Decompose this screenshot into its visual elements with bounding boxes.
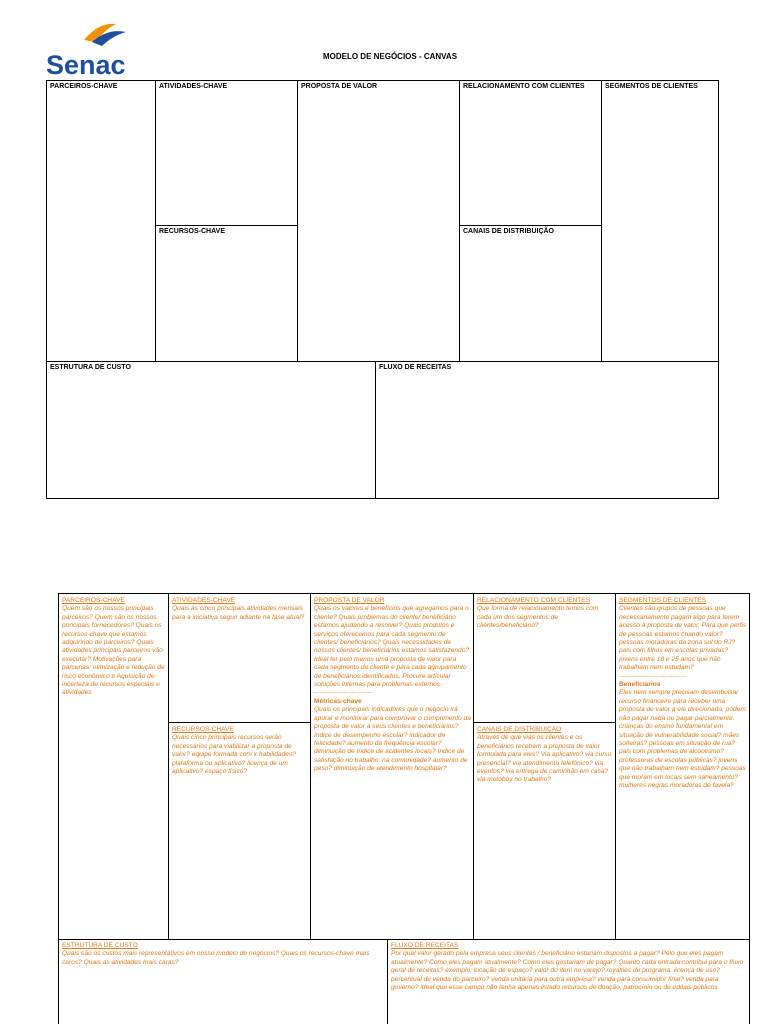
filled-canais-title: CANAIS DE DISTRIBUIÇÃO xyxy=(477,726,562,733)
filled-segmentos-text: Clientes são grupos de pessoas que necessariamente pagam algo para terem acesso à proposta de valor. Para que perfis de pessoas estamos criando valor? pessoas moradoras da zona sul do RJ? pais com filhos em escolas privadas? jovens entre 18 e 25 anos que não trabalham nem estudam? xyxy=(619,605,747,672)
blank-relacionamento-title: RELACIONAMENTO COM CLIENTES xyxy=(463,83,585,90)
logo-text: Senac xyxy=(46,50,126,80)
blank-recursos-title: RECURSOS-CHAVE xyxy=(159,228,225,235)
blank-atividades-title: ATIVIDADES-CHAVE xyxy=(159,83,228,90)
filled-atividades-title: ATIVIDADES-CHAVE xyxy=(172,597,236,604)
filled-custo-cell xyxy=(62,942,384,1022)
blank-proposta-title: PROPOSTA DE VALOR xyxy=(301,83,378,90)
filled-canais-cell xyxy=(477,726,613,936)
senac-logo-mark xyxy=(44,22,139,80)
blank-custo-title: ESTRUTURA DE CUSTO xyxy=(50,364,131,371)
filled-parceiros-cell xyxy=(62,597,166,737)
filled-receitas-text: Por qual valor gerado pela empresa seus clientes / beneficiário estariam dispostos a pagar? Pelo que eles pagam atualmente? Como eles pagam atualmente? Como eles gostariam de pagar? Quanto cada entrada contribui para o fluxo geral de receitas? exemplo: locação de espaço? valor do item no varejo? royalties de programa, licença de uso? percentual de venda do parceiro? venda unitária para outra empresa? venda para consumidor final? venda para governo? ideal que esse campo não tenha apenas listado recursos de doação, patrocínio ou de editais públicos. xyxy=(391,950,744,992)
filled-receitas-title: FLUXO DE RECEITAS xyxy=(391,942,459,949)
filled-recursos-text: Quais cinco principais recursos serão necessários para viabilizar a proposta de valor? equipe formada com x habilidades? plataforma ou aplicativo? licença de um aplicativo? espaço físico? xyxy=(172,734,296,776)
filled-canais-text: Através de que vias os clientes e os beneficiários recebem a proposta de valor formulada para eles? Via aplicativo? via curso presencial? via atendimento telefônico? via eventos? via entrega de caminhão em casa? via motoboy no trabalho? xyxy=(477,734,612,784)
filled-parceiros-title: PARCEIROS-CHAVE xyxy=(62,597,125,604)
filled-segmentos-title: SEGMENTOS DE CLIENTES xyxy=(619,597,707,604)
blank-receitas-title: FLUXO DE RECEITAS xyxy=(379,364,452,371)
filled-relacionamento-cell xyxy=(477,597,613,719)
blank-parceiros-title: PARCEIROS-CHAVE xyxy=(50,83,118,90)
document-title: MODELO DE NEGÓCIOS - CANVAS xyxy=(322,52,458,61)
blank-canais-title: CANAIS DE DISTRIBUIÇÃO xyxy=(463,228,555,235)
filled-beneficiarios-title: Beneficiários xyxy=(619,681,661,689)
filled-receitas-cell xyxy=(391,942,747,1024)
filled-relacionamento-text: Que forma de relacionamento temos com cada um dos segmentos de clientes/beneficiário? xyxy=(477,605,599,630)
filled-proposta-title: PROPOSTA DE VALOR xyxy=(314,597,385,604)
filled-metricas-title: Métricas-chave xyxy=(314,697,362,705)
filled-custo-title: ESTRUTURA DE CUSTO xyxy=(62,942,138,949)
filled-proposta-text: Quais os valores e benefícios que agregamos para o cliente? Quais problemas do cliente/ beneficiário estamos ajudando a resolver? Quais produtos e serviços oferecemos para cada segmento de clientes/ beneficiários? Quais necessidades de nossos clientes/ beneficiários estamos satisfazendo? Ideal ter pelo menos uma proposta de valor para cada segmento de cliente e para cada agrupamento de beneficiários identificados. Procure articular soluções internas para problemas externos. xyxy=(314,605,470,689)
filled-atividades-cell xyxy=(172,597,308,719)
filled-segmentos-cell xyxy=(619,597,747,937)
filled-proposta-divider: ---------------------- xyxy=(314,689,374,697)
filled-metricas-text: Quais os principais indicadores que o negócio irá apurar e monitorar para comprovar o cumprimento da proposta de valor a seus clientes e beneficiários? índice de desempenho escolar? indicador de felicidade? aumento da frequência escolar? diminuição de índice de acidentes locais? índice de satisfação no trabalho, na comunidade? aumento de peso? diminuição de atendimento hospitalar? xyxy=(314,706,471,773)
filled-recursos-cell xyxy=(172,726,308,936)
filled-parceiros-text: Quem são os nossos principais parceiros? Quem são os nossos principais fornecedores? Quais os recursos-chave que estamos adquirindo de parceiros? Quais atividades principais parceiros vão executar? Motivações para parcerias: otimização e redução de risco econômico e Aquisição de incerteza de recursos especiais e atividades xyxy=(62,605,165,697)
filled-segmentos-divider: ------------------------- xyxy=(619,672,687,680)
filled-beneficiarios-text: Eles nem sempre precisam desembolsar recurso financeiro para receber uma proposta de valor a ele direcionada; podem não pagar nada ou pagar parcialmente. crianças do ensino fundamental em situação de vulnerabilidade social? mães solteiras? pessoas em situação de rua? pais com problemas de alcoolismo? professoras de escolas públicas? jovens que não trabalham nem estudam? pessoas que moram em locais sem saneamento? mulheres negras moradoras de favela? xyxy=(619,689,746,789)
blank-segmentos-title: SEGMENTOS DE CLIENTES xyxy=(605,83,698,90)
senac-logo xyxy=(44,22,139,80)
filled-relacionamento-title: RELACIONAMENTO COM CLIENTES xyxy=(477,597,591,604)
filled-custo-text: Quais são os custos mais representativos em nosso modelo de negócios? Quais os recursos-chave mais caros? Quais as atividades mais caras? xyxy=(62,950,370,966)
filled-proposta-cell xyxy=(314,597,471,937)
filled-recursos-title: RECURSOS-CHAVE xyxy=(172,726,234,733)
filled-atividades-text: Quais as cinco principais atividades mensais para a iniciativa seguir adiante na fase atual? xyxy=(172,605,305,621)
